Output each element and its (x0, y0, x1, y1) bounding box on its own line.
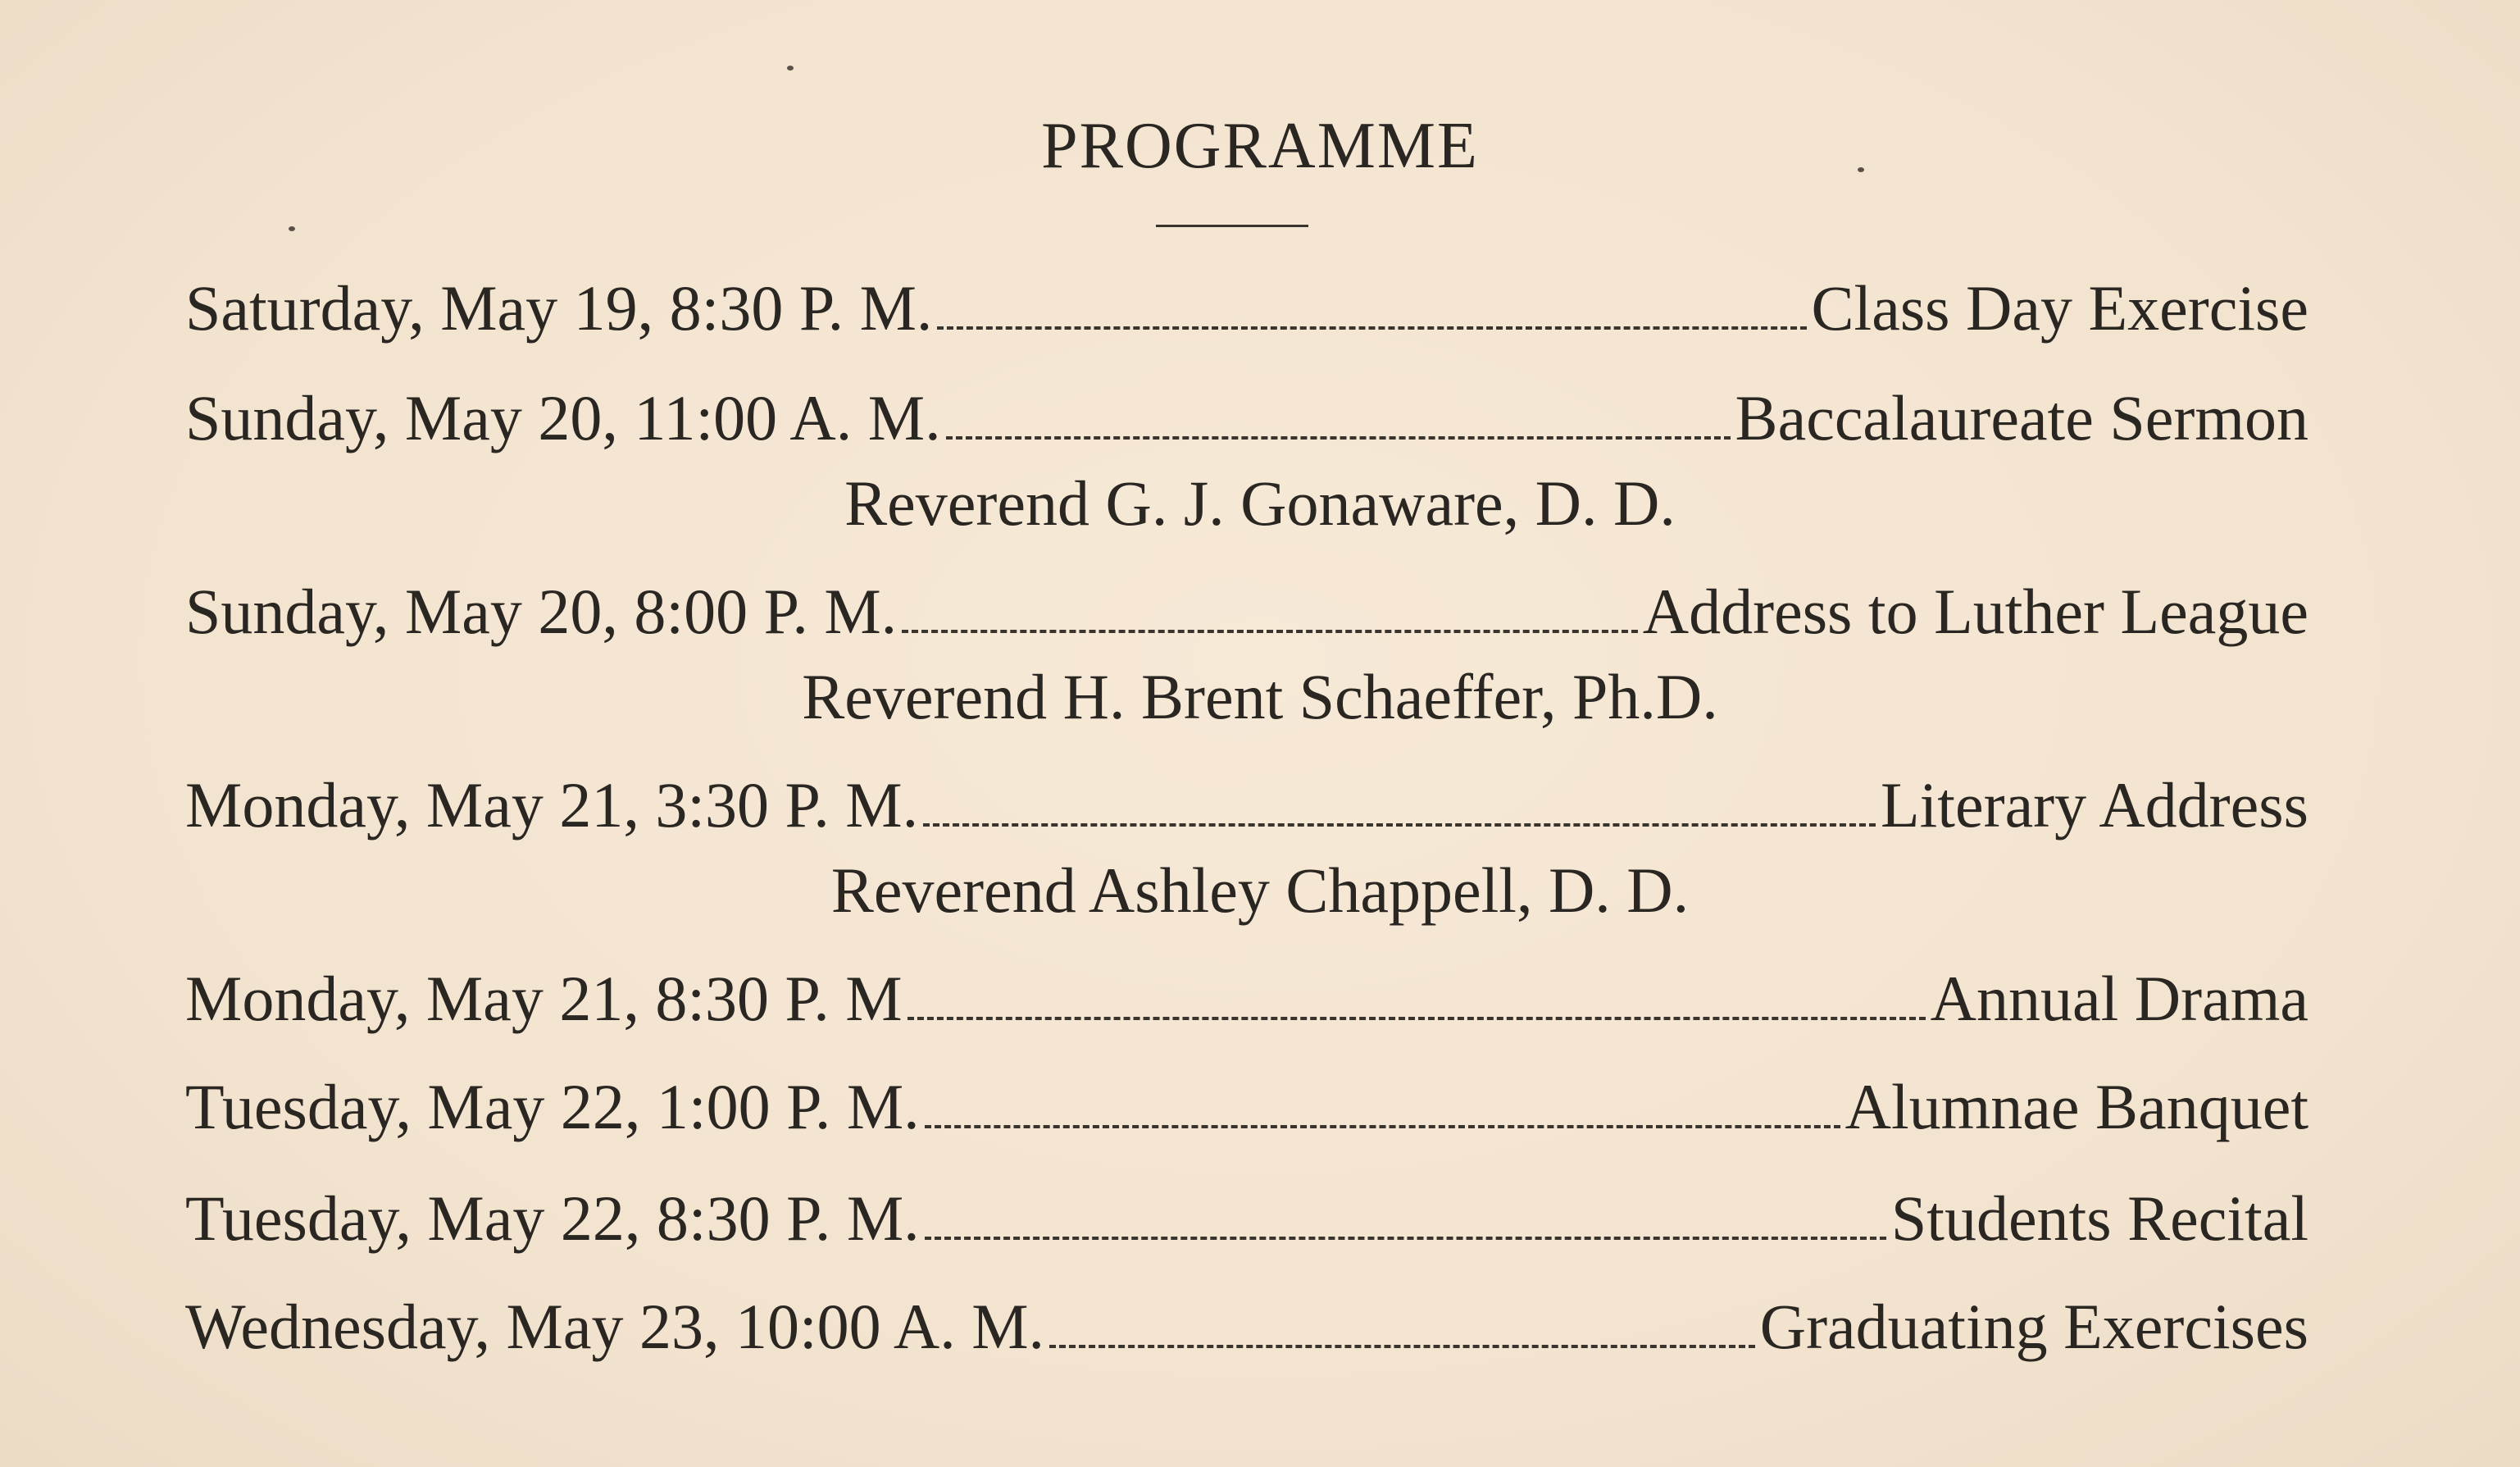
dotted-leader (907, 1017, 1926, 1020)
entry-speaker: Reverend H. Brent Schaeffer, Ph.D. (802, 661, 1718, 732)
entry-event: Literary Address (1880, 769, 2308, 841)
dotted-leader (925, 1237, 1886, 1240)
entry-datetime: Saturday, May 19, 8:30 P. M. (185, 272, 933, 344)
programme-entry (185, 958, 2308, 1040)
programme-entry (185, 377, 2308, 459)
entry-datetime: Wednesday, May 23, 10:00 A. M. (185, 1291, 1045, 1362)
dotted-leader (923, 823, 1876, 827)
entry-event: Baccalaureate Sermon (1735, 382, 2308, 453)
dotted-leader (946, 436, 1731, 440)
paper-speck (787, 66, 794, 71)
dotted-leader (925, 1125, 1840, 1128)
entry-datetime: Sunday, May 20, 11:00 A. M. (185, 382, 941, 453)
entry-event: Class Day Exercise (1811, 272, 2308, 344)
entry-event: Students Recital (1890, 1182, 2308, 1254)
programme-title: PROGRAMME (1041, 110, 1479, 182)
entry-speaker: Reverend G. J. Gonaware, D. D. (844, 467, 1676, 539)
dotted-leader (937, 326, 1806, 330)
entry-datetime: Monday, May 21, 8:30 P. M (185, 963, 903, 1034)
programme-entry (185, 571, 2308, 653)
programme-entry (185, 764, 2308, 846)
entry-datetime: Sunday, May 20, 8:00 P. M. (185, 576, 898, 647)
entry-event: Address to Luther League (1642, 576, 2308, 647)
programme-entry (185, 1286, 2308, 1368)
dotted-leader (1049, 1345, 1755, 1348)
entry-datetime: Monday, May 21, 3:30 P. M. (185, 769, 919, 841)
entry-datetime: Tuesday, May 22, 8:30 P. M. (185, 1182, 920, 1254)
title-divider (1156, 225, 1308, 227)
entry-datetime: Tuesday, May 22, 1:00 P. M. (185, 1071, 920, 1142)
programme-entry (185, 1178, 2308, 1260)
entry-event: Graduating Exercises (1759, 1291, 2308, 1362)
dotted-leader (902, 630, 1638, 633)
entry-event: Alumnae Banquet (1845, 1071, 2308, 1142)
paper-speck (289, 226, 295, 231)
programme-entry (185, 267, 2308, 349)
entry-event: Annual Drama (1930, 963, 2308, 1034)
programme-entry (185, 1066, 2308, 1148)
entry-speaker: Reverend Ashley Chappell, D. D. (830, 854, 1690, 926)
